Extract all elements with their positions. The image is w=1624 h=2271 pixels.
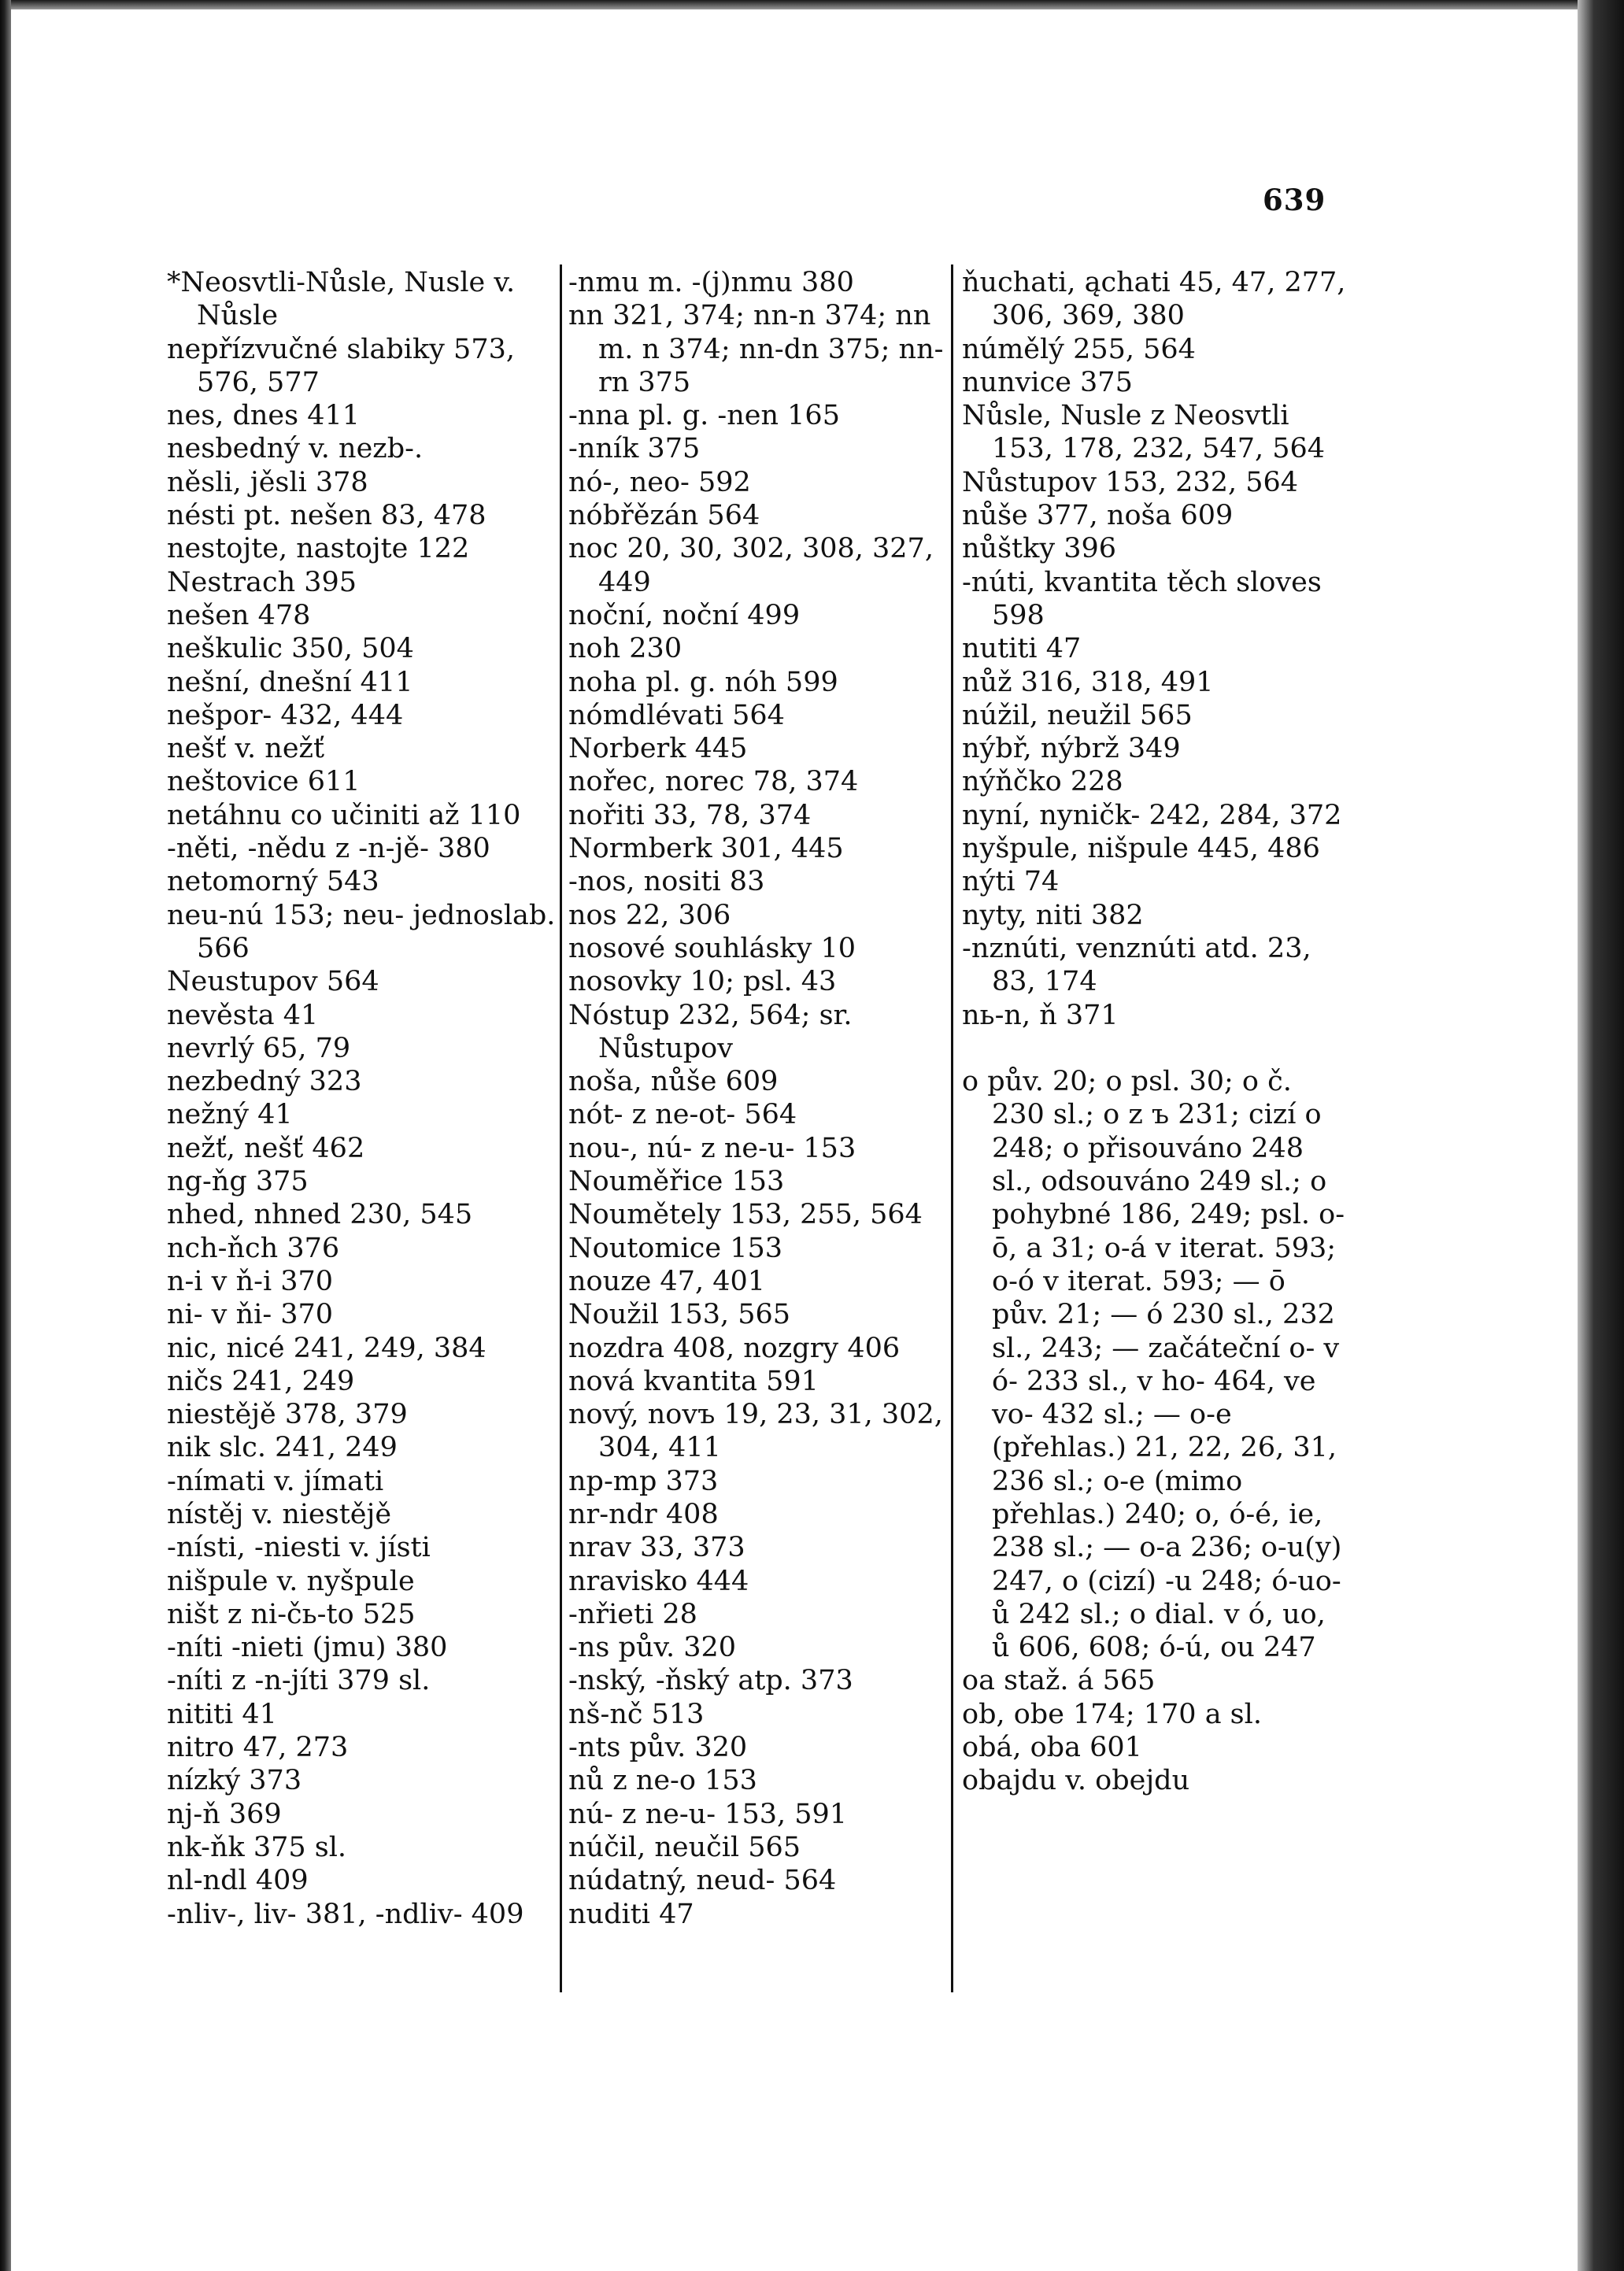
index-entry: nesbedný v. nezb-. <box>167 433 424 465</box>
index-entry: Neustupov 564 <box>167 966 379 998</box>
index-column-right <box>962 266 1348 1798</box>
scan-edge-top <box>11 0 1578 9</box>
index-entry: nravisko 444 <box>568 1565 749 1597</box>
index-entry: -nts pův. 320 <box>568 1732 748 1764</box>
index-entry: -nos, nositi 83 <box>568 866 765 898</box>
index-entry: nésti pt. nešen 83, 478 <box>167 500 486 532</box>
index-entry: nutiti 47 <box>962 633 1082 665</box>
index-entry: nů z ne-o 153 <box>568 1765 757 1797</box>
index-entry: ng-ňg 375 <box>167 1166 309 1198</box>
index-entry: Nestrach 395 <box>167 566 357 598</box>
index-entry: noc 20, 30, 302, 308, 327, 449 <box>568 533 934 598</box>
index-entry: nrav 33, 373 <box>568 1532 745 1564</box>
index-entry: nóbřězán 564 <box>568 500 760 532</box>
index-entry: nic, nicé 241, 249, 384 <box>167 1332 486 1364</box>
index-entry: n-i v ň-i 370 <box>167 1265 334 1297</box>
index-entry: nýňčko 228 <box>962 766 1123 798</box>
index-entry: nr-ndr 408 <box>568 1498 719 1530</box>
index-entry: nouze 47, 401 <box>568 1265 766 1297</box>
index-entry: nešen 478 <box>167 599 311 631</box>
index-entry: nůž 316, 318, 491 <box>962 666 1214 698</box>
index-entry: nešní, dnešní 411 <box>167 666 413 698</box>
index-entry: -nmu m. -(j)nmu 380 <box>568 267 854 298</box>
index-entry: nik slc. 241, 249 <box>167 1432 398 1464</box>
index-entry: niestějě 378, 379 <box>167 1399 408 1431</box>
index-entry: noša, nůše 609 <box>568 1066 779 1098</box>
index-entry: netáhnu co učiniti až 110 <box>167 799 521 831</box>
index-entry: -nský, -ňský atp. 373 <box>568 1665 853 1697</box>
index-entry: noční, noční 499 <box>568 599 801 631</box>
index-entry: nišpule v. nyšpule <box>167 1565 415 1597</box>
index-entry: nořec, norec 78, 374 <box>568 766 859 798</box>
index-entry: nú- z ne-u- 153, 591 <box>568 1798 848 1830</box>
index-entry: nj-ň 369 <box>167 1798 282 1830</box>
index-entry: Nůsle, Nusle z Neosvtli 153, 178, 232, 547, 564 <box>962 400 1326 465</box>
index-entry: nyní, nyničk- 242, 284, 372 <box>962 799 1342 831</box>
index-entry: -nísti, -niesti v. jísti <box>167 1532 431 1564</box>
index-entry: ničs 241, 249 <box>167 1365 355 1397</box>
scan-edge-right <box>1578 0 1624 2271</box>
index-entry: -nliv-, liv- 381, -ndliv- 409 <box>167 1898 524 1930</box>
index-entry: o pův. 20; o psl. 30; o č. 230 sl.; o z ъ 231; cizí o 248; o přisouváno 248 sl., odsouváno 249 sl.; o pohybné 186, 249; psl. o-ō, a 31; o-á v iterat. 593; o-ó v iterat. 593; — ō pův. 21; — ó 230 sl., 232 sl., 243; — začáteční o- v ó- 233 sl., v ho- 464, ve vo- 432 sl.; — o-e (přehlas.) 21, 22, 26, 31, 236 sl.; o-e (mimo přehlas.) 240; o, ó-é, ie, 238 sl.; — o-a 236; o-u(y) 247, o (cizí) -u 248; ó-uo-ů 242 sl.; o dial. v ó, uo, ů 606, 608; ó-ú, ou 247 <box>962 1066 1345 1664</box>
index-entry: Normberk 301, 445 <box>568 833 844 865</box>
index-entry: -níti z -n-jíti 379 sl. <box>167 1665 431 1697</box>
index-entry: nová kvantita 591 <box>568 1365 819 1397</box>
index-entry: nízký 373 <box>167 1765 302 1797</box>
index-entry: nežť, nešť 462 <box>167 1132 365 1164</box>
index-entry: nos 22, 306 <box>568 899 731 931</box>
index-entry: nevrlý 65, 79 <box>167 1032 351 1064</box>
index-entry: oa staž. á 565 <box>962 1665 1156 1697</box>
index-entry: nь-n, ň 371 <box>962 999 1119 1031</box>
index-entry: ništ z ni-čь-to 525 <box>167 1598 416 1630</box>
index-entry: númělý 255, 564 <box>962 333 1196 365</box>
index-entry: np-mp 373 <box>568 1465 719 1497</box>
index-entry: -níti -nieti (jmu) 380 <box>167 1632 448 1664</box>
column-divider-2 <box>951 264 953 1992</box>
index-entry: Nouměřice 153 <box>568 1166 785 1198</box>
index-entry: noh 230 <box>568 633 683 665</box>
index-entry: obajdu v. obejdu <box>962 1765 1190 1797</box>
index-entry: nyšpule, nišpule 445, 486 <box>962 833 1320 865</box>
index-entry: Noutomice 153 <box>568 1232 783 1264</box>
index-entry: Norberk 445 <box>568 733 748 765</box>
index-entry: nístěj v. niestějě <box>167 1498 392 1530</box>
index-entry: nš-nč 513 <box>568 1698 705 1730</box>
index-entry: neu-nú 153; neu- jednoslab. 566 <box>167 899 556 964</box>
index-entry: nový, novъ 19, 23, 31, 302, 304, 411 <box>568 1399 943 1464</box>
index-entry: nozdra 408, nozgry 406 <box>568 1332 901 1364</box>
index-entry: nešť v. nežť <box>167 733 325 765</box>
index-entry: nežný 41 <box>167 1099 293 1131</box>
index-entry: nl-ndl 409 <box>167 1865 309 1897</box>
index-entry: nosové souhlásky 10 <box>568 932 856 964</box>
index-entry: nůštky 396 <box>962 533 1117 565</box>
index-entry: nitro 47, 273 <box>167 1732 349 1764</box>
index-entry: *Neosvtli-Nůsle, Nusle v. Nůsle <box>167 267 516 332</box>
index-entry: nuditi 47 <box>568 1898 694 1930</box>
index-entry: nn 321, 374; nn-n 374; nn m. n 374; nn-dn 375; nn-rn 375 <box>568 300 944 398</box>
index-entry: nosovky 10; psl. 43 <box>568 966 837 998</box>
index-entry: Nůstupov 153, 232, 564 <box>962 466 1299 498</box>
index-entry: núčil, neučil 565 <box>568 1831 801 1863</box>
page-number: 639 <box>1263 183 1326 217</box>
index-entry: neštovice 611 <box>167 766 361 798</box>
index-entry: Nóstup 232, 564; sr. Nůstupov <box>568 999 853 1064</box>
index-entry: -nník 375 <box>568 433 701 465</box>
index-entry: nýti 74 <box>962 866 1060 898</box>
index-entry: netomorný 543 <box>167 866 379 898</box>
index-entry: noha pl. g. nóh 599 <box>568 666 838 698</box>
index-entry: -ns pův. 320 <box>568 1632 737 1664</box>
index-entry: nůše 377, noša 609 <box>962 500 1234 532</box>
index-entry: -nznúti, venznúti atd. 23, 83, 174 <box>962 932 1311 998</box>
index-entry: ni- v ňi- 370 <box>167 1299 334 1331</box>
index-entry: nó-, neo- 592 <box>568 466 751 498</box>
index-entry: ob, obe 174; 170 a sl. <box>962 1698 1262 1730</box>
index-entry: Noumětely 153, 255, 564 <box>568 1199 923 1231</box>
index-entry: núdatný, neud- 564 <box>568 1865 837 1897</box>
index-entry: nyty, niti 382 <box>962 899 1144 931</box>
index-entry: nhed, nhned 230, 545 <box>167 1199 473 1231</box>
column-divider-1 <box>560 264 562 1992</box>
index-entry: Noužil 153, 565 <box>568 1299 791 1331</box>
index-entry: núžil, neužil 565 <box>962 699 1193 731</box>
index-entry: nepřízvučné slabiky 573, 576, 577 <box>167 333 515 398</box>
index-entry: nešpor- 432, 444 <box>167 699 404 731</box>
index-entry: -nímati v. jímati <box>167 1465 384 1497</box>
index-entry: nou-, nú- z ne-u- 153 <box>568 1132 856 1164</box>
index-entry: -nna pl. g. -nen 165 <box>568 400 840 432</box>
index-column-left <box>167 266 560 1931</box>
index-entry: neškulic 350, 504 <box>167 633 414 665</box>
index-entry: nezbedný 323 <box>167 1066 362 1098</box>
index-entry: nýbř, nýbrž 349 <box>962 733 1181 765</box>
index-entry: obá, oba 601 <box>962 1732 1142 1764</box>
index-entry: nómdlévati 564 <box>568 699 785 731</box>
index-entry: nititi 41 <box>167 1698 277 1730</box>
entry-spacer <box>962 1032 1348 1065</box>
index-entry: ňuchati, ąchati 45, 47, 277, 306, 369, 380 <box>962 267 1346 332</box>
index-column-middle <box>568 266 948 1931</box>
index-entry: -nřieti 28 <box>568 1598 697 1630</box>
index-entry: nestojte, nastojte 122 <box>167 533 470 565</box>
index-entry: -něti, -nědu z -n-jě- 380 <box>167 833 490 865</box>
index-entry: nes, dnes 411 <box>167 400 361 432</box>
index-entry: nót- z ne-ot- 564 <box>568 1099 797 1131</box>
index-entry: něsli, jěsli 378 <box>167 466 368 498</box>
index-entry: -núti, kvantita těch sloves 598 <box>962 566 1322 631</box>
index-entry: nořiti 33, 78, 374 <box>568 799 812 831</box>
index-entry: nk-ňk 375 sl. <box>167 1831 347 1863</box>
index-entry: nch-ňch 376 <box>167 1232 340 1264</box>
index-entry: nunvice 375 <box>962 366 1133 398</box>
index-entry: nevěsta 41 <box>167 999 319 1031</box>
scan-edge-left <box>0 0 11 2271</box>
